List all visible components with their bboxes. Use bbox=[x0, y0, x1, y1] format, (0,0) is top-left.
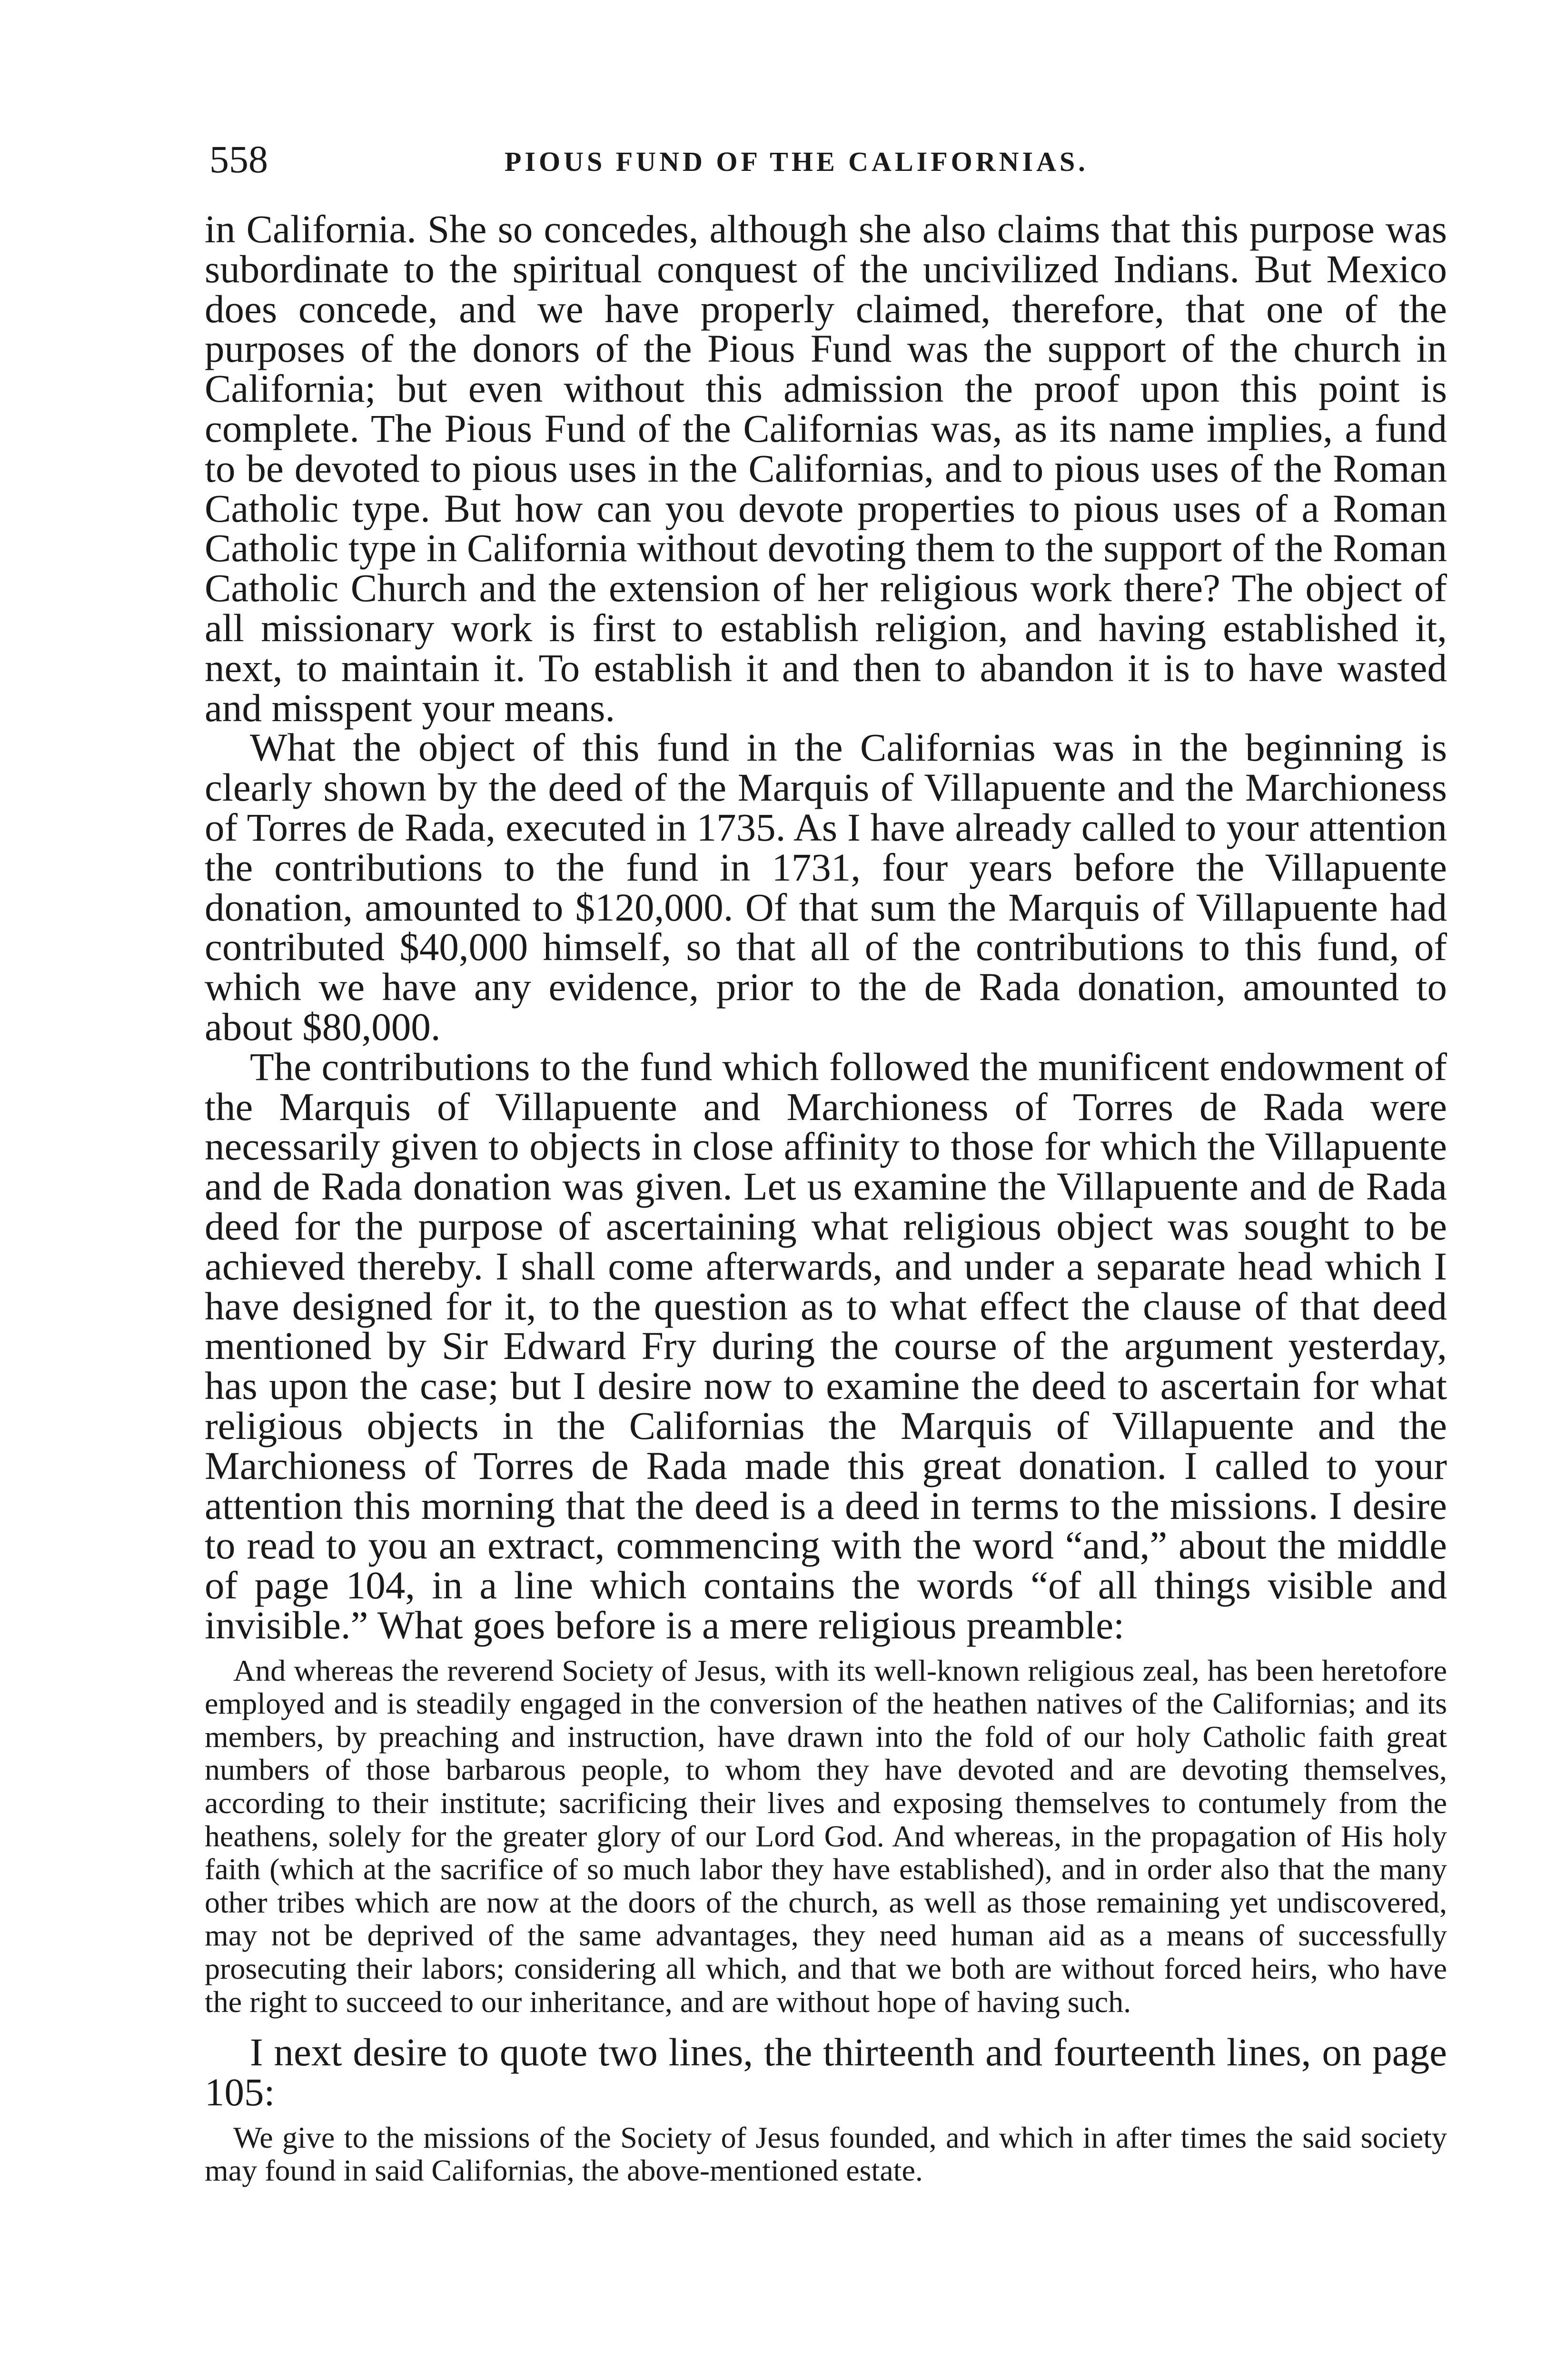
block-quote: We give to the missions of the Society of Jesus founded, and which in after times the said society may found in said Californias, the above-mentioned estate. bbox=[205, 2120, 1447, 2188]
block-quote: And whereas the reverend Society of Jesus, with its well-known religious zeal, has been heretofore employed and is steadily engaged in the conversion of the heathen natives of the Californias; and its members, by preaching and instruction, have drawn into the fold of our holy Catholic faith great numbers of those barbarous people, to whom they have devoted and are devoting themselves, according to their institute; sacrificing their lives and exposing themselves to contumely from the heathens, solely for the greater glory of our Lord God. And whereas, in the propagation of His holy faith (which at the sacrifice of so much labor they have established), and in order also that the many other tribes which are now at the doors of the church, as well as those remaining yet undiscovered, may not be deprived of the same advantages, they need human aid as a means of successfully prosecuting their labors; considering all which, and that we both are without forced heirs, who have the right to succeed to our inheritance, and are without hope of having such. bbox=[205, 1653, 1447, 2019]
running-head: PIOUS FUND OF THE CALIFORNIAS. bbox=[505, 146, 1089, 177]
page-header bbox=[209, 133, 1447, 186]
paragraph: The contributions to the fund which followed the munificent endowment of the Marquis of Villapuente and Marchioness of Torres de Rada were necessarily given to objects in close affinity to those for which the Villapuente and de Rada donation was given. Let us examine the Villapuente and de Rada deed for the purpose of ascertaining what religious object was sought to be achieved thereby. I shall come afterwards, and under a separate head which I have designed for it, to the question as to what effect the clause of that deed mentioned by Sir Edward Fry during the course of the argument yesterday, has upon the case; but I desire now to examine the deed to ascertain for what religious objects in the Californias the Marquis of Villapuente and the Marchioness of Torres de Rada made this great donation. I called to your attention this morning that the deed is a deed in terms to the missions. I desire to read to you an extract, commencing with the word “and,” about the middle of page 104, in a line which contains the words “of all things visible and invisible.” What goes before is a mere religious preamble: bbox=[205, 1044, 1447, 1647]
page-body bbox=[205, 209, 1447, 2187]
page-number: 558 bbox=[209, 138, 268, 181]
paragraph: What the object of this fund in the Californias was in the beginning is clearly shown by the deed of the Marquis of Villapuente and the Marchioness of Torres de Rada, executed in 1735. As I have already called to your attention the contributions to the fund in 1731, four years before the Villapuente donation, amounted to $120,000. Of that sum the Marquis of Villapuente had contributed $40,000 himself, so that all of the contributions to this fund, of which we have any evidence, prior to the de Rada donation, amounted to about $80,000. bbox=[205, 725, 1447, 1049]
paragraph: I next desire to quote two lines, the thirteenth and fourteenth lines, on page 105: bbox=[205, 2030, 1447, 2114]
paragraph: in California. She so concedes, although she also claims that this purpose was subordinate to the spiritual conquest of the uncivilized Indians. But Mexico does concede, and we have properly claimed, therefore, that one of the purposes of the donors of the Pious Fund was the support of the church in California; but even without this admission the proof upon this point is complete. The Pious Fund of the Californias was, as its name implies, a fund to be devoted to pious uses in the Californias, and to pious uses of the Roman Catholic type. But how can you devote properties to pious uses of a Roman Catholic type in California without devoting them to the support of the Roman Catholic Church and the extension of her religious work there? The object of all missionary work is first to establish religion, and having established it, next, to maintain it. To establish it and then to abandon it is to have wasted and misspent your means. bbox=[205, 207, 1447, 730]
